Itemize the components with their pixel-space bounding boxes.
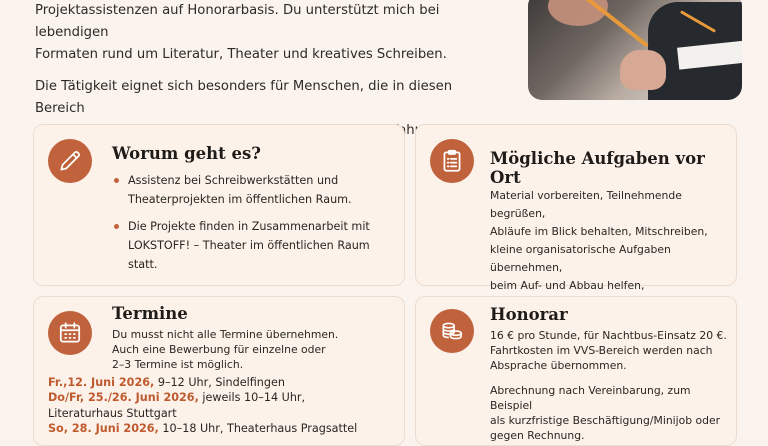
list-item-place: Literaturhaus Stuttgart xyxy=(48,406,177,420)
termine-dates xyxy=(48,375,398,437)
card-title-aufgaben: Mögliche Aufgaben vor Ort xyxy=(490,149,705,187)
card-termine xyxy=(33,296,405,446)
card-worum xyxy=(33,124,405,286)
list-item: Do/Fr, 25./26. Juni 2026, jeweils 10–14 Uhr, xyxy=(48,391,306,405)
calendar-icon xyxy=(48,311,92,355)
intro-paragraph-1: Projektassistenzen auf Honorarbasis. Du unterstützt mich bei lebendigen Formaten rund um Literatur, Theater und kreatives Schreiben. xyxy=(35,3,447,62)
aufgaben-text: Material vorbereiten, Teilnehmende begrüßen, Abläufe im Blick behalten, Mitschreiben, kleine organisatorische Aufgaben übernehmen, beim Auf- und Abbau helfen, xyxy=(490,189,708,292)
termine-note: Du musst nicht alle Termine übernehmen. Auch eine Bewerbung für einzelne oder 2–3 Termine ist möglich. xyxy=(112,328,339,372)
card-aufgaben xyxy=(415,124,737,292)
clipboard-icon xyxy=(430,139,474,183)
card-title-worum: Worum geht es? xyxy=(112,144,261,163)
list-item: Fr.,12. Juni 2026, 9–12 Uhr, Sindelfingen xyxy=(48,376,285,389)
coins-icon xyxy=(430,309,474,353)
list-item: Assistenz bei Schreibwerkstätten und Theaterprojekten im öffentlichen Raum. xyxy=(114,171,399,209)
pencil-icon xyxy=(48,139,92,183)
intro-paragraph-2: Die Tätigkeit eignet sich besonders für Menschen, die in diesen Bereich xyxy=(35,79,453,116)
writing-photo xyxy=(528,0,742,100)
card-title-honorar: Honorar xyxy=(490,305,568,324)
card-title-termine: Termine xyxy=(112,304,188,323)
honorar-text: 16 € pro Stunde, für Nachtbus-Einsatz 20 €. Fahrtkosten im VVS-Bereich werden nach Absprache übernommen. Abrechnung nach Vereinbarung, zum Beispiel als kurzfristige Beschäftigung/Minijob oder gegen Rechnung. xyxy=(490,329,727,443)
list-item: Die Projekte finden in Zusammenarbeit mit LOKSTOFF! – Theater im öffentlichen Raum statt. xyxy=(114,217,399,274)
card-honorar xyxy=(415,296,737,446)
worum-bullets xyxy=(114,171,399,282)
list-item: So, 28. Juni 2026, 10–18 Uhr, Theaterhaus Pragsattel xyxy=(48,422,358,436)
